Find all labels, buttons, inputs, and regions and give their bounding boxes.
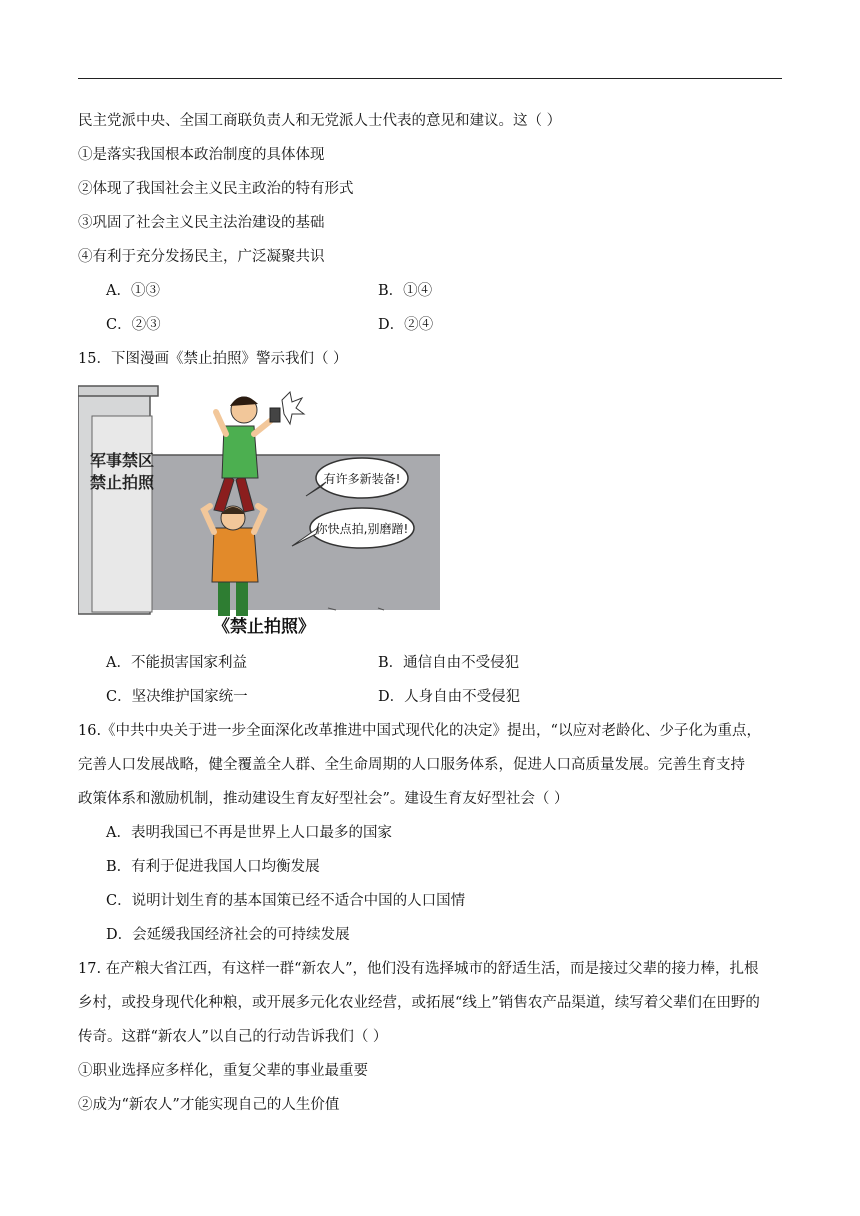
statement-1: ①是落实我国根本政治制度的具体体现	[78, 147, 325, 163]
statement-4: ④有利于充分发扬民主，广泛凝聚共识	[78, 249, 325, 265]
cartoon-no-photography	[78, 382, 440, 636]
intro-line: 民主党派中央、全国工商联负责人和无党派人士代表的意见和建议。这（ ）	[78, 113, 562, 129]
q16-option-b[interactable]: B．有利于促进我国人口均衡发展	[106, 859, 320, 875]
bubble-2-text: 你快点拍,别磨蹭!	[315, 522, 409, 536]
q16-line-3: 政策体系和激励机制，推动建设生育友好型社会”。建设生育友好型社会（ ）	[78, 791, 569, 807]
q16-line-2: 完善人口发展战略，健全覆盖全人群、全生命周期的人口服务体系，促进人口高质量发展。完善生育支持	[78, 757, 745, 773]
q15-stem: 15．下图漫画《禁止拍照》警示我们（ ）	[78, 351, 348, 367]
q15-option-b[interactable]: B．通信自由不受侵犯	[378, 655, 520, 671]
q16-option-d[interactable]: D．会延缓我国经济社会的可持续发展	[106, 927, 350, 943]
sign-line1: 军事禁区	[89, 451, 155, 470]
option-b[interactable]: B．①④	[378, 283, 433, 299]
statement-3: ③巩固了社会主义民主法治建设的基础	[78, 215, 325, 231]
flash-burst	[282, 392, 304, 424]
q16-option-a[interactable]: A．表明我国已不再是世界上人口最多的国家	[106, 825, 392, 841]
q17-line-1: 17. 在产粮大省江西，有这样一群“新农人”，他们没有选择城市的舒适生活，而是接过父辈的接力棒，扎根	[78, 961, 759, 977]
sign-line2: 禁止拍照	[89, 473, 155, 492]
option-a[interactable]: A．①③	[106, 283, 160, 299]
header-rule	[78, 78, 782, 79]
q17-line-2: 乡村，或投身现代化种粮，或开展多元化农业经营，或拓展“线上”销售农产品渠道，续写着父辈们在田野的	[78, 995, 760, 1011]
q16-line-1: 16.《中共中央关于进一步全面深化改革推进中国式现代化的决定》提出，“以应对老龄化、少子化为重点，	[78, 723, 761, 739]
statement-2: ②体现了我国社会主义民主政治的特有形式	[78, 181, 354, 197]
q17-line-3: 传奇。这群“新农人”以自己的行动告诉我们（ ）	[78, 1029, 388, 1045]
q17-statement-1: ①职业选择应多样化，重复父辈的事业最重要	[78, 1063, 368, 1079]
bubble-1-text: 有许多新装备!	[323, 472, 401, 486]
option-d[interactable]: D．②④	[378, 317, 434, 333]
camera-phone	[270, 408, 280, 422]
cartoon-caption: 《禁止拍照》	[213, 617, 315, 636]
option-c[interactable]: C．②③	[106, 317, 161, 333]
q15-option-a[interactable]: A．不能损害国家利益	[106, 655, 247, 671]
q17-statement-2: ②成为“新农人”才能实现自己的人生价值	[78, 1097, 340, 1113]
q15-option-c[interactable]: C．坚决维护国家统一	[106, 689, 248, 705]
q16-option-c[interactable]: C．说明计划生育的基本国策已经不适合中国的人口国情	[106, 893, 466, 909]
q15-option-d[interactable]: D．人身自由不受侵犯	[378, 689, 521, 705]
